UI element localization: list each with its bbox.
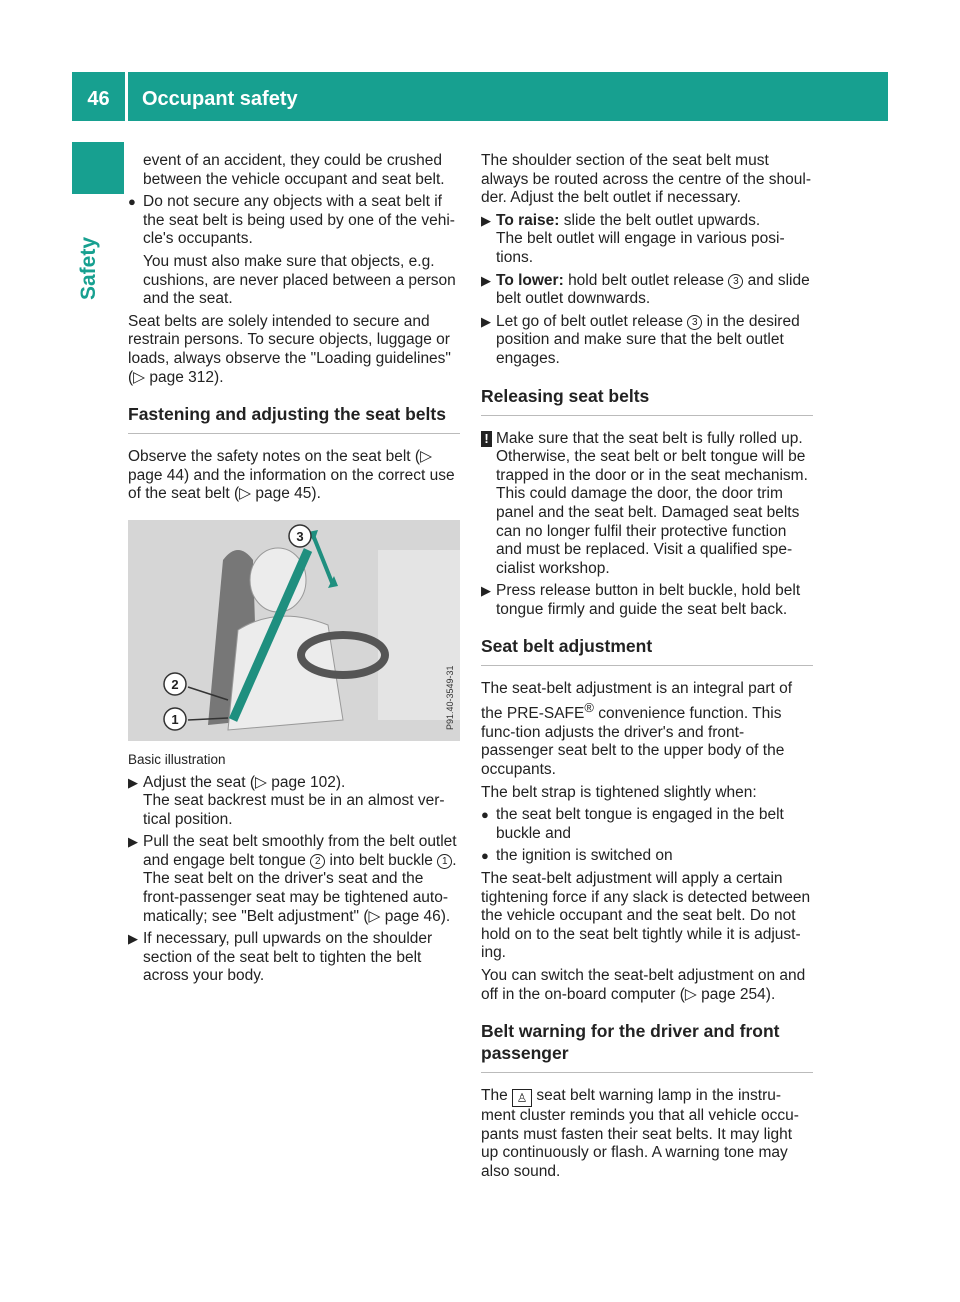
action-arrow-icon: ▶ bbox=[128, 931, 138, 947]
step-text: Press release button in belt buckle, hold belt tongue firmly and guide the seat belt back. bbox=[496, 582, 801, 618]
callout-1: 1 bbox=[171, 711, 179, 727]
warning-icon: ! bbox=[481, 431, 492, 447]
step-text: into belt buckle bbox=[329, 851, 433, 869]
page-title: Occupant safety bbox=[142, 88, 298, 110]
action-step bbox=[128, 774, 460, 830]
action-arrow-icon: ▶ bbox=[481, 583, 491, 599]
action-arrow-icon: ▶ bbox=[481, 313, 491, 329]
circled-3-icon: 3 bbox=[728, 274, 743, 289]
seat-belt-illustration bbox=[128, 520, 460, 741]
right-column bbox=[481, 152, 813, 1182]
bullet-icon: ● bbox=[481, 807, 489, 823]
step-text: Let go of belt outlet release bbox=[496, 312, 683, 330]
step-text: Pull the seat belt smoothly from the belt outlet and engage belt tongue bbox=[143, 833, 457, 869]
step-text: slide the belt outlet upwards. bbox=[563, 211, 761, 229]
action-step bbox=[481, 212, 813, 268]
callout-3: 3 bbox=[296, 528, 304, 544]
step-text: If necessary, pull upwards on the shoulder section of the seat belt to tighten the belt across your body. bbox=[143, 930, 433, 985]
action-step bbox=[481, 582, 813, 619]
warning-text: Make sure that the seat belt is fully rolled up. Otherwise, the seat belt or belt tongue will be trapped in the door or in the seat mechanism. This could damage the door, the door trim panel and the seat belt. Damaged seat belts can no longer fulfil their protective function and must be replaced. Visit a qualified spe-cialist workshop. bbox=[496, 429, 808, 577]
side-tab-label: Safety bbox=[77, 236, 100, 300]
seat-belt-drawing bbox=[128, 520, 460, 741]
list-item bbox=[128, 193, 460, 249]
action-arrow-icon: ▶ bbox=[481, 212, 491, 228]
warning-note bbox=[481, 430, 813, 579]
action-arrow-icon: ▶ bbox=[481, 272, 491, 288]
action-step bbox=[128, 833, 460, 926]
action-step bbox=[481, 272, 813, 309]
step-label: To lower: bbox=[496, 271, 564, 289]
heading-fastening: Fastening and adjusting the seat belts bbox=[128, 403, 460, 434]
seat-belt-icon: ♙ bbox=[512, 1089, 532, 1107]
heading-adjustment: Seat belt adjustment bbox=[481, 635, 813, 666]
bullet-icon: ● bbox=[481, 848, 489, 864]
bullet-text: the ignition is switched on bbox=[496, 847, 673, 865]
circled-1-icon: 1 bbox=[437, 854, 452, 869]
list-item bbox=[481, 847, 813, 866]
figure-code: P91.40-3549-31 bbox=[445, 665, 455, 730]
step-label: To raise: bbox=[496, 211, 560, 229]
text: seat belt warning lamp in the instru-ment cluster reminds you that all vehicle occu-pants must fasten their seat belts. It may light up continuously or flash. A warning tone may also sound. bbox=[481, 1087, 799, 1180]
step-text: Adjust the seat (▷ page 102). bbox=[143, 773, 346, 791]
bullet-text: Do not secure any objects with a seat belt if the seat belt is being used by one of the vehi-cle's occupants. bbox=[143, 193, 455, 248]
heading-belt-warning: Belt warning for the driver and front passenger bbox=[481, 1020, 813, 1073]
paragraph: Observe the safety notes on the seat belt (▷ page 44) and the information on the correct use of the seat belt (▷ page 45). bbox=[128, 448, 455, 503]
bullet-note: You must also make sure that objects, e.g. cushions, are never placed between a person and the seat. bbox=[143, 252, 456, 308]
list-item bbox=[481, 806, 813, 843]
page-number: 46 bbox=[87, 88, 110, 110]
paragraph: The seat-belt adjustment will apply a certain tightening force if any slack is detected between the vehicle occupant and the seat belt. Do not hold on to the seat belt tightly while it is adjust-ing. bbox=[481, 869, 811, 962]
paragraph: The shoulder section of the seat belt must always be routed across the centre of the shoul-der. Adjust the belt outlet if necessary. bbox=[481, 152, 811, 207]
text: The seat-belt adjustment is an integral part of the PRE-SAFE bbox=[481, 680, 793, 723]
registered-mark: ® bbox=[584, 700, 594, 716]
text: The bbox=[481, 1087, 508, 1105]
paragraph: You can switch the seat-belt adjustment on and off in the on-board computer (▷ page 254). bbox=[481, 966, 806, 1003]
left-column bbox=[128, 152, 460, 986]
circled-2-icon: 2 bbox=[310, 854, 325, 869]
header-divider bbox=[125, 72, 128, 121]
heading-releasing: Releasing seat belts bbox=[481, 385, 813, 416]
step-text-end: . bbox=[452, 851, 457, 869]
step-text: and slide belt outlet downwards. bbox=[496, 271, 810, 308]
action-step bbox=[128, 930, 460, 986]
paragraph bbox=[481, 680, 813, 779]
circled-3-icon: 3 bbox=[687, 315, 702, 330]
step-note: The seat belt on the driver's seat and the front-passenger seat may be tightened auto-matically; see "Belt adjustment" (▷ page 46). bbox=[143, 870, 451, 925]
action-arrow-icon: ▶ bbox=[128, 774, 138, 790]
figure-caption: Basic illustration bbox=[128, 751, 226, 767]
text: convenience function. This func-tion adjusts the driver's and front-passenger seat belt to the upper body of the occupants. bbox=[481, 705, 785, 778]
paragraph: The belt strap is tightened slightly when: bbox=[481, 783, 757, 801]
step-note: The seat backrest must be in an almost ver-tical position. bbox=[143, 792, 445, 828]
paragraph bbox=[481, 1087, 813, 1181]
action-arrow-icon: ▶ bbox=[128, 834, 138, 850]
paragraph: Seat belts are solely intended to secure and restrain persons. To secure objects, luggage or loads, always observe the "Loading guidelines" (▷ page 312). bbox=[128, 312, 451, 386]
step-note: The belt outlet will engage in various posi-tions. bbox=[496, 230, 785, 266]
side-tab-block bbox=[72, 142, 124, 194]
action-step bbox=[481, 313, 813, 369]
bullet-text: the seat belt tongue is engaged in the belt buckle and bbox=[496, 806, 784, 842]
step-text: hold belt outlet release bbox=[568, 271, 725, 289]
step-text: in the desired position and make sure that the belt outlet engages. bbox=[496, 312, 800, 367]
bullet-icon: ● bbox=[128, 194, 136, 210]
callout-2: 2 bbox=[171, 676, 179, 692]
intro-continued: event of an accident, they could be crushed between the vehicle occupant and seat belt. bbox=[143, 152, 445, 188]
